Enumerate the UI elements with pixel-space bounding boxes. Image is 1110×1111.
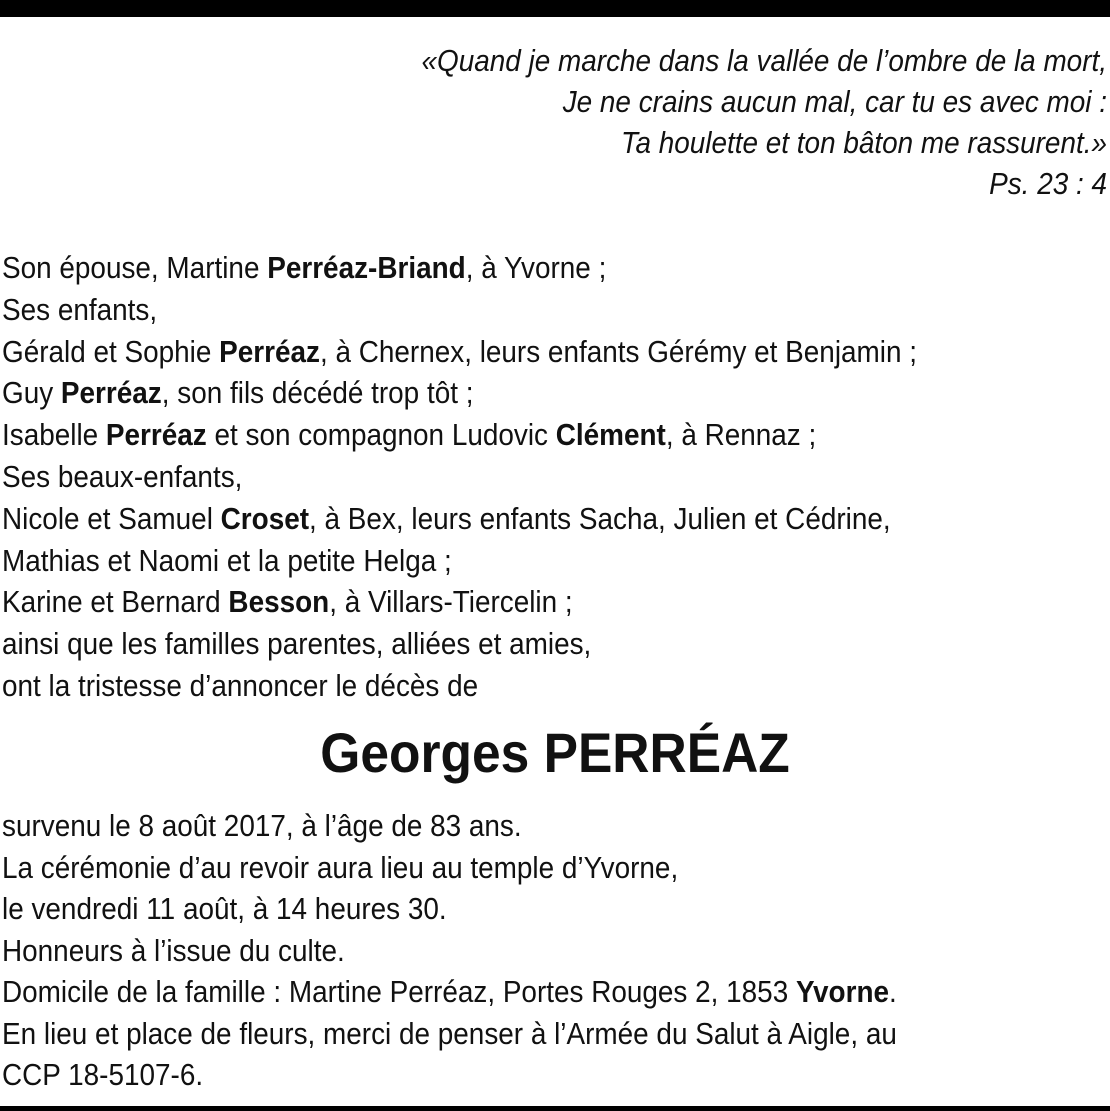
surname: Perréaz bbox=[105, 417, 207, 453]
details-line-address bbox=[2, 971, 1100, 1013]
text: . bbox=[889, 974, 897, 1009]
family-announcement bbox=[2, 247, 1100, 707]
family-line-stepchild bbox=[2, 498, 1100, 540]
family-line-stepchildren-heading: Ses beaux-enfants, bbox=[2, 458, 243, 494]
surname: Croset bbox=[220, 500, 310, 536]
text: et son compagnon Ludovic bbox=[206, 417, 556, 453]
deceased-name: Georges PERRÉAZ bbox=[320, 721, 790, 784]
text: Karine et Bernard bbox=[2, 584, 229, 620]
details-line-honours: Honneurs à l’issue du culte. bbox=[2, 932, 345, 968]
surname: Besson bbox=[228, 584, 330, 620]
epigraph-line: Ta houlette et ton bâton me rassurent.» bbox=[621, 125, 1107, 160]
text: , à Rennaz ; bbox=[665, 417, 817, 453]
text: , son fils décédé trop tôt ; bbox=[161, 375, 474, 411]
family-line-spouse bbox=[2, 247, 1100, 289]
family-line-announcement: ont la tristesse d’annoncer le décès de bbox=[2, 667, 479, 703]
bottom-border-rule bbox=[0, 1106, 1110, 1111]
surname: Clément bbox=[555, 417, 666, 453]
family-line-children-heading: Ses enfants, bbox=[2, 291, 158, 327]
text: , à Chernex, leurs enfants Gérémy et Benjamin ; bbox=[319, 333, 918, 369]
details-line-date: survenu le 8 août 2017, à l’âge de 83 ans. bbox=[2, 808, 522, 843]
epigraph-line: Je ne crains aucun mal, car tu es avec moi : bbox=[562, 84, 1107, 119]
details-line-time: le vendredi 11 août, à 14 heures 30. bbox=[2, 891, 447, 926]
text: Son épouse, Martine bbox=[2, 250, 268, 285]
top-border-rule bbox=[0, 0, 1110, 17]
surname: Perréaz-Briand bbox=[267, 250, 466, 285]
family-line-relatives: ainsi que les familles parentes, alliées et amies, bbox=[2, 626, 592, 662]
family-line-stepchild bbox=[2, 581, 1100, 623]
family-line-child bbox=[2, 414, 1100, 456]
psalm-epigraph bbox=[207, 40, 1107, 204]
family-line-grandchildren: Mathias et Naomi et la petite Helga ; bbox=[2, 542, 452, 578]
text: Isabelle bbox=[2, 417, 106, 453]
text: , à Bex, leurs enfants Sacha, Julien et Cédrine, bbox=[309, 500, 891, 536]
funeral-details bbox=[2, 805, 1100, 1096]
surname: Perréaz bbox=[219, 333, 320, 369]
text: , à Yvorne ; bbox=[465, 250, 607, 285]
text: Nicole et Samuel bbox=[2, 500, 221, 536]
text: Guy bbox=[2, 375, 61, 411]
details-line-ceremony: La cérémonie d’au revoir aura lieu au temple d’Yvorne, bbox=[2, 849, 679, 885]
text: , à Villars-Tiercelin ; bbox=[329, 584, 573, 620]
epigraph-line: «Quand je marche dans la vallée de l’ombre de la mort, bbox=[421, 43, 1107, 78]
details-line-donation: En lieu et place de fleurs, merci de penser à l’Armée du Salut à Aigle, au bbox=[2, 1015, 897, 1051]
family-line-child bbox=[2, 331, 1100, 373]
text: Gérald et Sophie bbox=[2, 333, 220, 369]
family-line-child bbox=[2, 372, 1100, 414]
epigraph-reference: Ps. 23 : 4 bbox=[989, 166, 1107, 201]
town: Yvorne bbox=[795, 974, 890, 1009]
text: Domicile de la famille : Martine Perréaz, Portes Rouges 2, 1853 bbox=[2, 974, 796, 1009]
surname: Perréaz bbox=[60, 375, 162, 411]
details-line-ccp: CCP 18-5107-6. bbox=[2, 1057, 204, 1092]
